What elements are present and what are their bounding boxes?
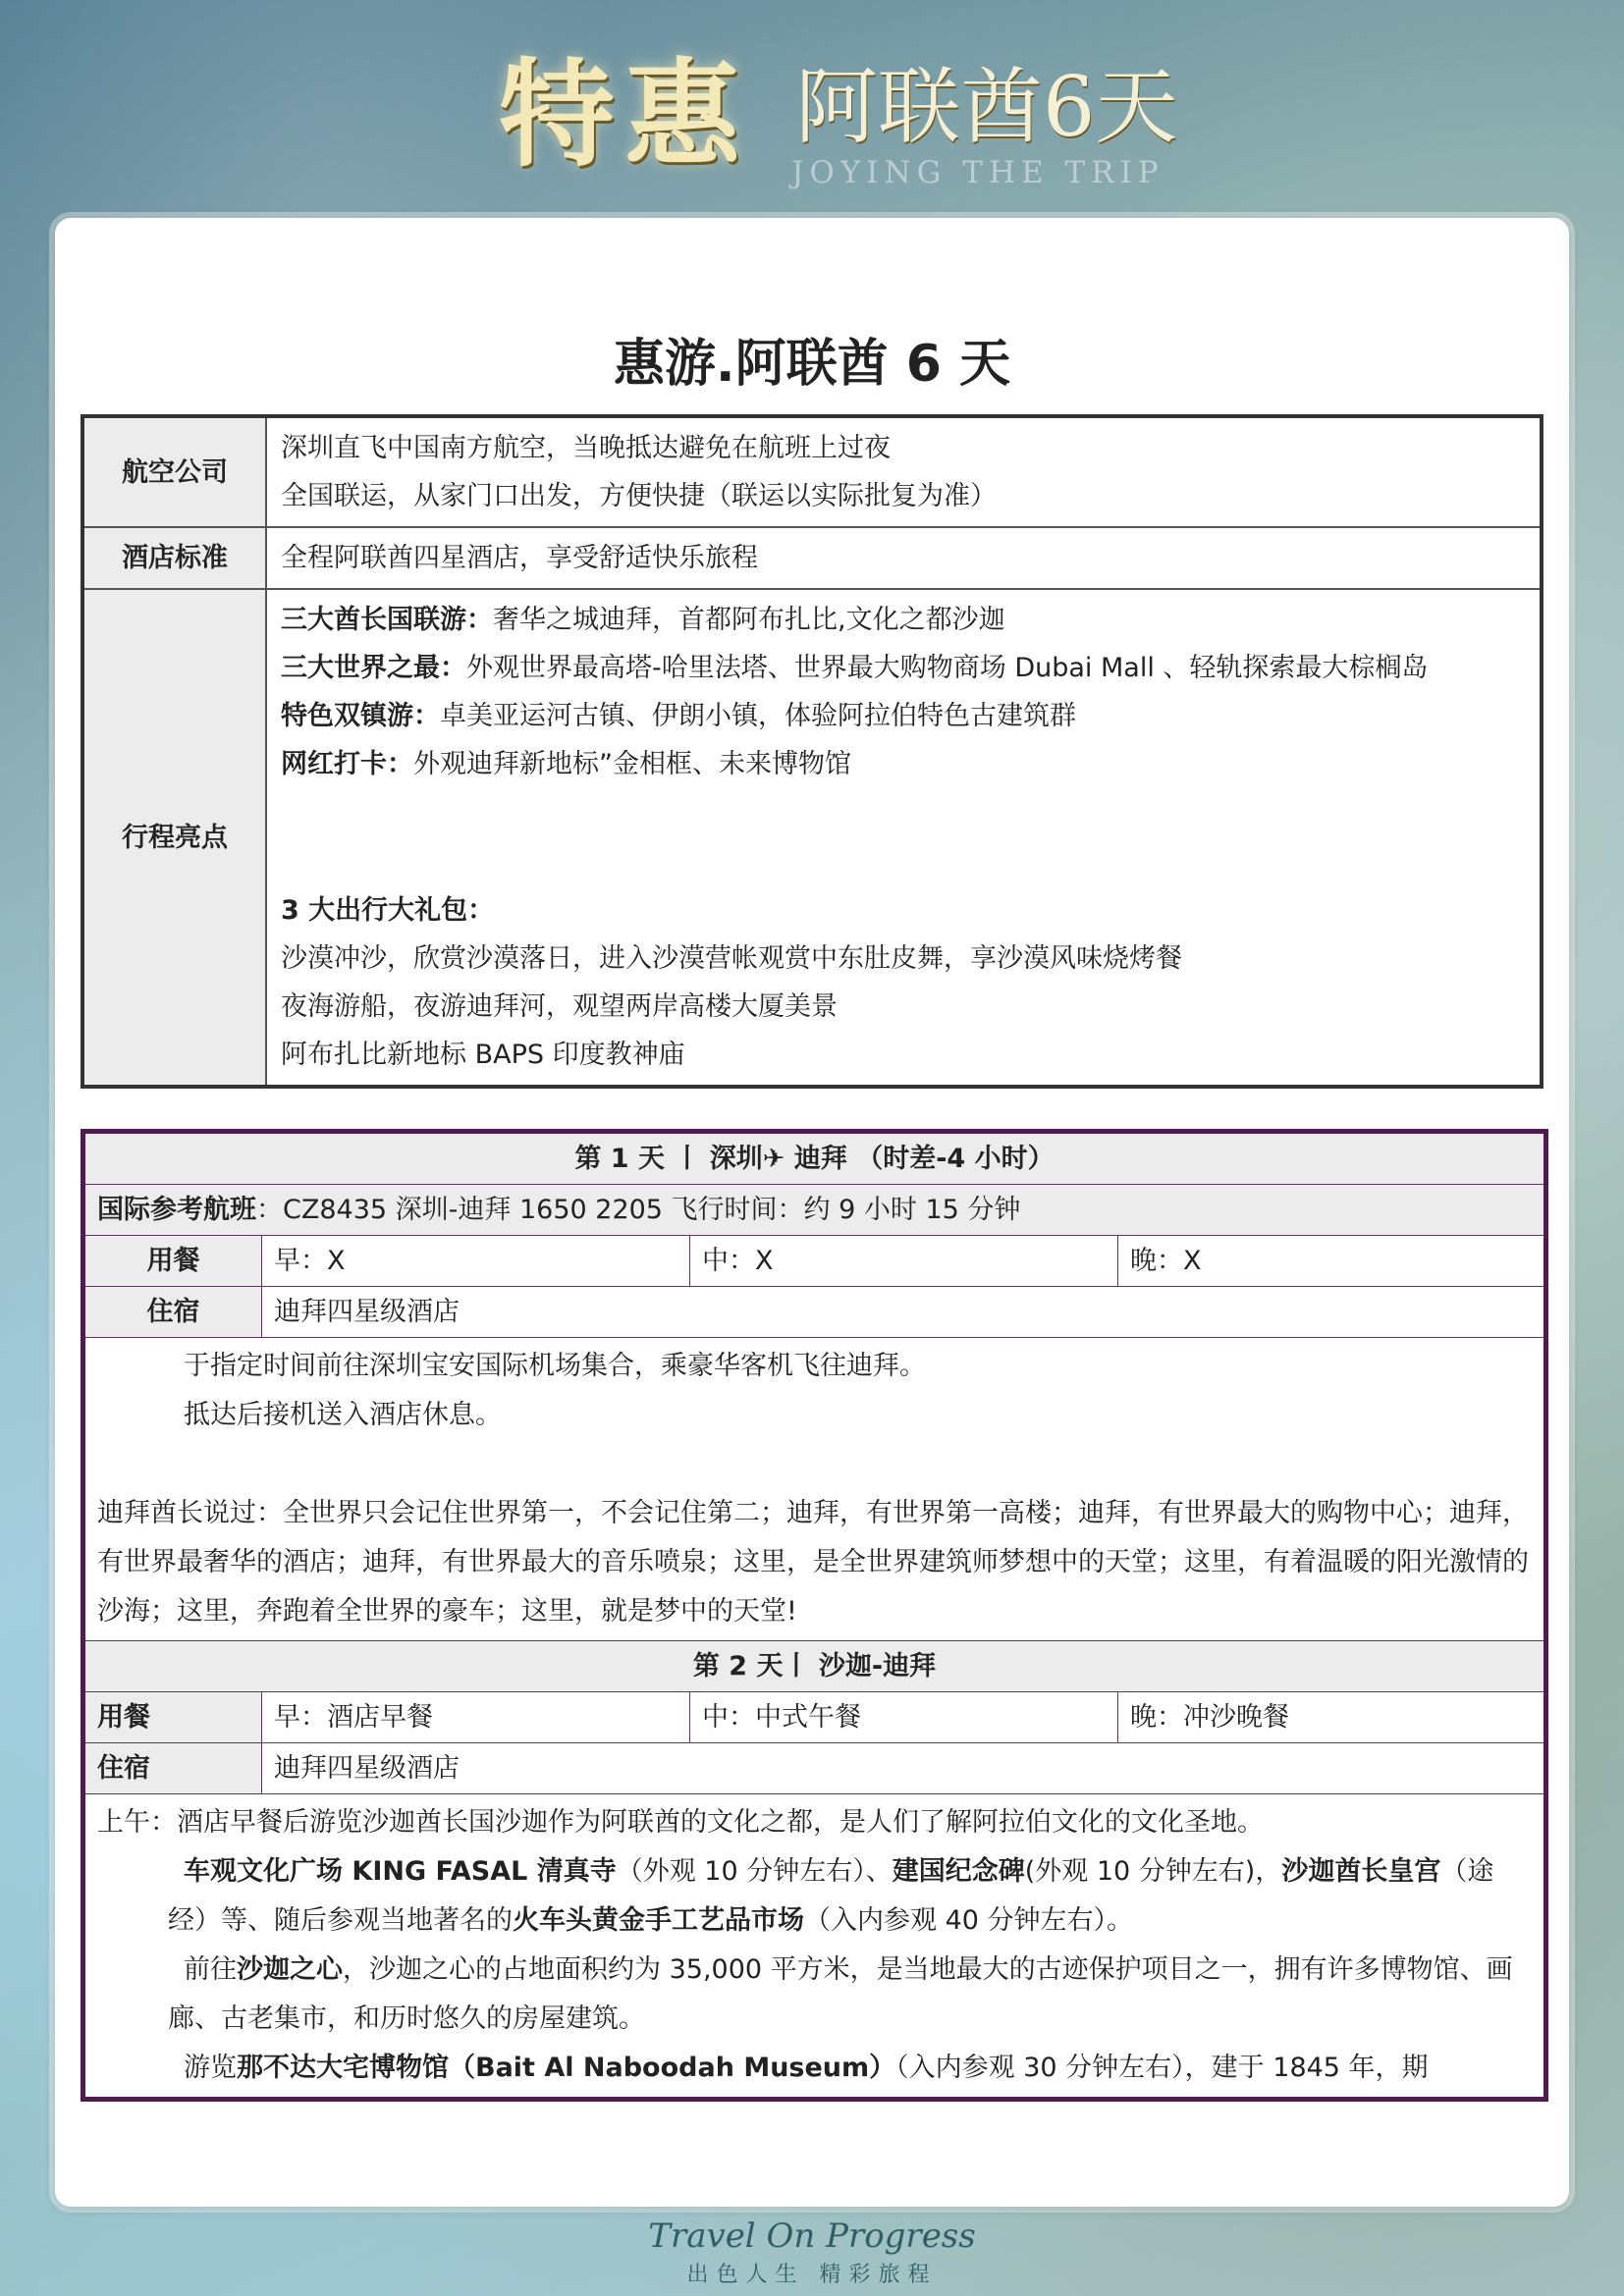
day1-body-row [83, 1338, 1546, 1641]
meal-label: 用餐 [83, 1236, 262, 1287]
day1-description [83, 1338, 1546, 1641]
paragraph: 迪拜酋长说过：全世界只会记住世界第一，不会记住第二；迪拜，有世界第一高楼；迪拜，有世界最大的购物中心；迪拜，有世界最奢华的酒店；迪拜，有世界最大的音乐喷泉；这里，是全世界建筑师梦想中的天堂；这里，有着温暖的阳光激情的沙海；这里，奔跑着全世界的豪车；这里，就是梦中的天堂! [97, 1498, 1529, 1627]
text: （入内参观 40 分钟左右）。 [804, 1905, 1134, 1936]
day2-stay-row [83, 1743, 1546, 1794]
day2-body-row [83, 1794, 1546, 2100]
highlight-title: 特色双镇游： [281, 701, 440, 731]
airline-row [82, 416, 1542, 527]
dinner: 晚：冲沙晚餐 [1118, 1692, 1546, 1743]
highlight-title: 三大酋长国联游： [281, 605, 493, 635]
flight-info: ：CZ8435 深圳-迪拜 1650 2205 飞行时间：约 9 小时 15 分钟 [256, 1195, 1021, 1225]
meal-label: 用餐 [83, 1692, 262, 1743]
day2-description [83, 1794, 1546, 2100]
stay-label: 住宿 [83, 1287, 262, 1338]
lunch: 中：中式午餐 [690, 1692, 1118, 1743]
gift-item: 夜海游船，夜游迪拜河，观望两岸高楼大厦美景 [281, 991, 838, 1022]
text: （途经）等、随后参观当地著名的 [168, 1856, 1494, 1936]
breakfast: 早：X [262, 1236, 690, 1287]
overview-table [81, 414, 1543, 1089]
stay-value: 迪拜四星级酒店 [262, 1287, 1546, 1338]
day1-flight-row [83, 1185, 1546, 1236]
highlights-label: 行程亮点 [82, 589, 266, 1087]
place-name: 车观文化广场 KING FASAL 清真寺 [184, 1856, 617, 1887]
lunch: 中：X [690, 1236, 1118, 1287]
text: 游览 [184, 2053, 237, 2083]
day1-meal-row [83, 1236, 1546, 1287]
footer-logo [0, 2216, 1624, 2288]
banner-tagline: JOYING THE TRIP [791, 155, 1164, 190]
airline-value [266, 416, 1542, 527]
paragraph: 于指定时间前往深圳宝安国际机场集合，乘豪华客机飞往迪拜。 [184, 1351, 926, 1381]
day1-flight [83, 1185, 1546, 1236]
text: （入内参观 30 分钟左右），建于 1845 年，期 [895, 2053, 1429, 2083]
place-name: 那不达大宅博物馆（Bait Al Naboodah Museum） [237, 2053, 896, 2083]
brand-slogan: 出色人生 精彩旅程 [686, 2263, 938, 2287]
paragraph [97, 1847, 1532, 1946]
highlight-title: 三大世界之最： [281, 653, 466, 683]
gift-item: 沙漠冲沙，欣赏沙漠落日，进入沙漠营帐观赏中东肚皮舞，享沙漠风味烧烤餐 [281, 943, 1182, 974]
highlight-item [281, 644, 1526, 692]
banner-title-sub: 阿联酋6天 [795, 59, 1178, 155]
highlight-text: 外观迪拜新地标”金相框、未来博物馆 [413, 749, 851, 779]
highlight-text: 奢华之城迪拜，首都阿布扎比,文化之都沙迦 [493, 605, 1005, 635]
paragraph [97, 1946, 1532, 2044]
place-name: 沙迦酋长皇宫 [1281, 1856, 1441, 1887]
highlight-title: 网红打卡： [281, 749, 413, 779]
highlight-item [281, 596, 1526, 644]
highlights-value [266, 589, 1542, 1087]
hotel-value: 全程阿联酋四星酒店，享受舒适快乐旅程 [266, 527, 1542, 589]
flight-label: 国际参考航班 [97, 1195, 256, 1225]
breakfast: 早：酒店早餐 [262, 1692, 690, 1743]
hotel-row [82, 527, 1542, 589]
brand-name: Travel On Progress [648, 2216, 976, 2256]
airline-line: 深圳直飞中国南方航空，当晚抵达避免在航班上过夜 [281, 433, 891, 463]
text: ，沙迦之心的占地面积约为 35,000 平方米，是当地最大的古迹保护项目之一，拥有许多博物馆、画廊、古老集市，和历时悠久的房屋建筑。 [168, 1954, 1513, 2034]
banner-title-main: 特惠 [499, 46, 751, 183]
highlight-item [281, 692, 1526, 740]
paragraph: 上午：酒店早餐后游览沙迦酋长国沙迦作为阿联酋的文化之都，是人们了解阿拉伯文化的文化圣地。 [97, 1807, 1264, 1838]
day1-header-row [83, 1132, 1546, 1185]
itinerary-table [81, 1129, 1548, 2102]
highlight-text: 卓美亚运河古镇、伊朗小镇，体验阿拉伯特色古建筑群 [440, 701, 1076, 731]
paragraph: 抵达后接机送入酒店休息。 [184, 1400, 502, 1430]
text: (外观 10 分钟左右)， [1024, 1856, 1282, 1887]
stay-label: 住宿 [83, 1743, 262, 1794]
header-banner [0, 0, 1624, 218]
day2-meal-row [83, 1692, 1546, 1743]
stay-value: 迪拜四星级酒店 [262, 1743, 1546, 1794]
place-name: 建国纪念碑 [892, 1856, 1025, 1887]
gift-item: 阿布扎比新地标 BAPS 印度教神庙 [281, 1040, 685, 1070]
airline-label: 航空公司 [82, 416, 266, 527]
day1-stay-row [83, 1287, 1546, 1338]
spacer [97, 1440, 1532, 1489]
hotel-label: 酒店标准 [82, 527, 266, 589]
place-name: 火车头黄金手工艺品市场 [513, 1905, 804, 1936]
gift-title-text: 3 大出行大礼包： [281, 895, 495, 926]
day1-header: 第 1 天 丨 深圳✈ 迪拜 （时差-4 小时） [83, 1132, 1546, 1185]
dinner: 晚：X [1118, 1236, 1546, 1287]
paragraph [97, 2044, 1532, 2093]
airline-line: 全国联运，从家门口出发，方便快捷（联运以实际批复为准） [281, 481, 997, 511]
spacer [281, 788, 1526, 886]
text: 前往 [184, 1954, 237, 1985]
day2-header: 第 2 天丨 沙迦-迪拜 [83, 1641, 1546, 1692]
day2-header-row [83, 1641, 1546, 1692]
page-title: 惠游.阿联酋 6 天 [613, 335, 1011, 394]
place-name: 沙迦之心 [237, 1954, 343, 1985]
text: （外观 10 分钟左右）、 [616, 1856, 893, 1887]
highlight-item [281, 740, 1526, 788]
highlights-row [82, 589, 1542, 1087]
gift-title [281, 886, 1526, 934]
highlight-text: 外观世界最高塔-哈里法塔、世界最大购物商场 Dubai Mall 、轻轨探索最大棕榈岛 [466, 653, 1429, 683]
